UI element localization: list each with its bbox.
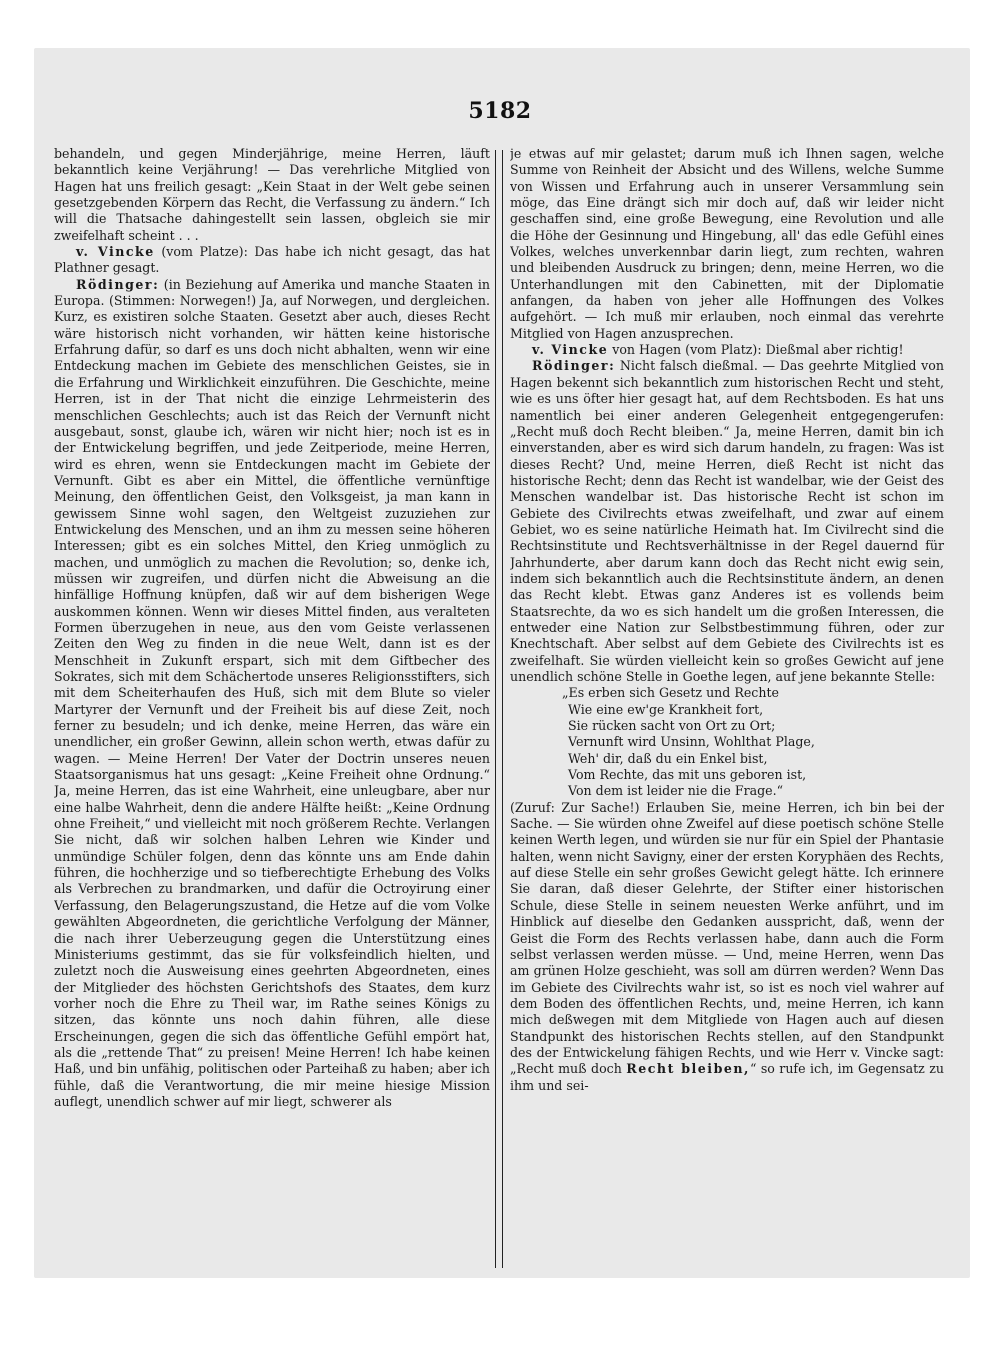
right-column [510,146,944,1271]
speech-text: (Zuruf: Zur Sache!) Erlauben Sie, meine Herren, ich bin bei der Sache. — Sie würden ohne Zweifel auf diese poetisch schöne Stelle keinen Werth legen, und würden sie nur für ein Spiel der Phantasie halten, wenn nicht Savigny, einer der ersten Koryphäen des Rechts, auf diese Stelle ein sehr großes Gewicht gelegt hätte. Ich erinnere Sie daran, daß dieser Gelehrte, der Stifter einer historischen Schule, diese Stelle in seinem neuesten Werke anführt, und im Hinblick auf dieselbe den Gedanken ausspricht, daß, wenn der Geist die Form des Rechts verlassen habe, dann auch die Form selbst verlassen werden müsse. — Und, meine Herren, wenn Das am grünen Holze geschieht, was soll am dürren werden? Wenn Das im Gebiete des Civilrechts wahr ist, so ist es noch viel wahrer auf dem Boden des öffentlichen Rechts, und, meine Herren, ich kann mich deßwegen mit dem Mitgliede von Hagen auch auf diesen Standpunkt des historischen Rechts stellen, auf den Standpunkt des der Entwickelung fähigen Rechts, und wie Herr v. Vincke sagt: „Recht muß doch [510,799,944,1077]
speaker-name: Rödinger: [76,276,160,292]
paragraph [54,277,490,1111]
emphasis-text: Recht bleiben, [626,1061,750,1077]
speaker-name: Rödinger: [532,358,616,374]
verse-line: Sie rücken sacht von Ort zu Ort; [568,718,776,734]
verse-line: Vom Rechte, das mit uns geboren ist, [568,767,807,783]
speech-text: (in Beziehung auf Amerika und manche Staaten in Europa. (Stimmen: Norwegen!) Ja, auf Norwegen, und dergleichen. Kurz, es existiren solche Staaten. Gesetzt aber auch, dieses Recht wäre historisch nicht vorhanden, wir hätten keine historische Erfahrung dafür, so darf es uns doch nicht abhalten, wenn wir eine Entdeckung machen im Gebiete des menschlichen Geistes, sie in die Erfahrung und Wirklichkeit einzuführen. Die Geschichte, meine Herren, ist in der That nicht die einzige Lehrmeisterin des menschlichen Geschlechts; auch ist das Reich der Vernunft nicht ausgebaut, sonst, glaube ich, wären wir nicht hier; noch ist es in der Entwickelung begriffen, und jede Zeitperiode, meine Herren, wird es ehren, wenn sie Entdeckungen macht im Gebiete der Vernunft. Gibt es aber ein Mittel, die öffentliche vernünftige Meinung, den öffentlichen Geist, den Volksgeist, ja man kann in gewissem Sinne wohl sagen, den Weltgeist zuzuziehen zur Entwickelung des Menschen, und an ihm zu messen seine höheren Interessen; gibt es ein solches Mittel, den Krieg unmöglich zu machen, und unmöglich zu machen die Revolution; so, denke ich, müssen wir zugreifen, und dürfen nicht die Abweisung an die hinfällige Hoffnung knüpfen, daß wir auf dem bisherigen Wege auskommen können. Wenn wir dieses Mittel finden, aus veralteten Formen überzugehen in neue, aus den vom Geiste verlassenen Zeiten den Weg zu finden in die neue Welt, dann ist es der Menschheit in Zukunft erspart, sich mit dem Giftbecher des Sokrates, sich mit dem Schächertode unseres Religionsstifters, sich mit dem Scheiterhaufen des Huß, sich mit dem Blute so vieler Martyrer der Vernunft und der Freiheit bis auf diese Zeit, noch ferner zu besudeln; und ich denke, meine Herren, das wäre ein unendlicher, ein großer Gewinn, allein schon werth, etwas dafür zu wagen. — Meine Herren! Der Vater der Doctrin unseres neuen Staatsorganismus hat uns gesagt: „Keine Freiheit ohne Ordnung.“ Ja, meine Herren, das ist eine Wahrheit, eine unleugbare, aber nur eine halbe Wahrheit, denn die andere Hälfte heißt: „Keine Ordnung ohne Freiheit,“ und vielleicht mit noch größerem Rechte. Verlangen Sie nicht, daß wir solchen halben Lehren wie Kinder und unmündige Schüler folgen, denn das könnte uns am Ende dahin führen, die hochherzige und so tiefberechtigte Erhebung des Volks als Verbrechen zu brandmarken, und dafür die Octroyirung einer Verfassung, den Belagerungszustand, die Hetze auf die vom Volke gewählten Abgeordneten, die gerichtliche Verfolgung der Männer, die nach ihrer Ueberzeugung gegen die Unterstützung eines Ministeriums gestimmt, das sie für volksfeindlich hielten, und zuletzt noch die Ausweisung eines geehrten Abgeordneten, eines der Mitglieder des höchsten Gerichtshofs des Staates, dem kurz vorher noch die Ehre zu Theil war, im Rathe seines Königs zu sitzen, das könnte uns noch dahin führen, alle diese Erscheinungen, gegen die sich das öffentliche Gefühl empört hat, als die „rettende That“ zu preisen! Meine Herren! Ich habe keinen Haß, und bin unfähig, politischen oder Parteihaß zu haben; aber ich fühle, daß die Verantwortung, die mir meine hiesige Mission auflegt, unendlich schwer auf mir liegt, schwerer als [54,276,490,1109]
speech-text: von Hagen (vom Platz): Dießmal aber richtig! [608,342,904,358]
paragraph [54,244,490,277]
verse-line: Wie eine ew'ge Krankheit fort, [568,701,764,717]
paragraph: je etwas auf mir gelastet; darum muß ich Ihnen sagen, welche Summe von Reinheit der Absicht und des Willens, welche Summe von Wissen und Erfahrung auch in unserer Versammlung sein möge, das Eine drängt sich mir doch auf, daß wir leider nicht geschaffen sind, eine große Bewegung, eine Revolution und alle die Höhe der Gesinnung und Hingebung, all' das edle Gefühl eines Volkes, welches unverkennbar darin liegt, zum rechten, wahren und bleibenden Ausdruck zu bringen; denn, meine Herren, wo die Unterhandlungen mit den Cabinetten, mit der Diplomatie anfangen, da haben von jeher alle Hoffnungen des Volkes aufgehört. — Ich muß mir erlauben, noch einmal das verehrte Mitglied von Hagen anzusprechen. [510,146,944,341]
speech-text: Nicht falsch dießmal. — Das geehrte Mitglied von Hagen bekennt sich bekanntlich zum historischen Recht und steht, wie es uns öfter hier gesagt hat, auf dem Rechtsboden. Es hat uns namentlich bei einer anderen Gelegenheit entgegengerufen: „Recht muß doch Recht bleiben.“ Ja, meine Herren, damit bin ich einverstanden, aber es wird sich darum handeln, zu fragen: Was ist dieses Recht? Und, meine Herren, dieß Recht ist nicht das historische Recht; denn das Recht ist wandelbar, wie der Geist des Menschen wandelbar ist. Das historische Recht ist schon im Gebiete des Civilrechts etwas zweifelhaft, und zwar auf einem Gebiet, wo es seine natürliche Heimath hat. Im Civilrecht sind die Rechtsinstitute und Rechtsverhältnisse in der Regel dauernd für Jahrhunderte, aber darum kann doch das Recht nicht ewig sein, indem sich bekanntlich auch die Rechtsinstitute ändern, an denen das Recht klebt. Etwas ganz Anderes ist es vollends beim Staatsrechte, da wo es sich handelt um die großen Interessen, die entweder eine Nation zur Selbstbestimmung führen, oder zur Knechtschaft. Aber selbst auf dem Gebiete des Civilrechts ist es zweifelhaft. Sie würden vielleicht kein so großes Gewicht auf jene unendlich schöne Stelle in Goethe legen, auf jene bekannte Stelle: [510,358,944,684]
speaker-name: v. Vincke [76,244,155,260]
speech-text: “ so rufe ich, im Gegensatz zu ihm und sei- [510,1061,944,1093]
left-column [54,146,490,1271]
verse-line: Von dem ist leider nie die Frage.“ [568,783,784,799]
speaker-name: v. Vincke [532,342,609,358]
verse-line: Vernunft wird Unsinn, Wohlthat Plage, [568,734,815,750]
goethe-quote [562,685,944,799]
paragraph [510,358,944,685]
speech-text: (vom Platze): Das habe ich nicht gesagt, das hat Plathner gesagt. [54,244,490,276]
paragraph [510,342,944,358]
paragraph [510,800,944,1094]
page-number: 5182 [468,98,532,124]
paragraph: behandeln, und gegen Minderjährige, meine Herren, läuft bekanntlich keine Verjährung! — Das verehrliche Mitglied von Hagen hat uns freilich gesagt: „Kein Staat in der Welt gebe seinen gesetzgebenden Körpern das Recht, die Verfassung zu ändern.“ Ich will die Thatsache dahingestellt sein lassen, obgleich sie mir zweifelhaft scheint . . . [54,146,490,243]
verse-line: Weh' dir, daß du ein Enkel bist, [568,750,768,766]
column-divider [495,150,503,1268]
verse-line: „Es erben sich Gesetz und Rechte [562,685,779,701]
